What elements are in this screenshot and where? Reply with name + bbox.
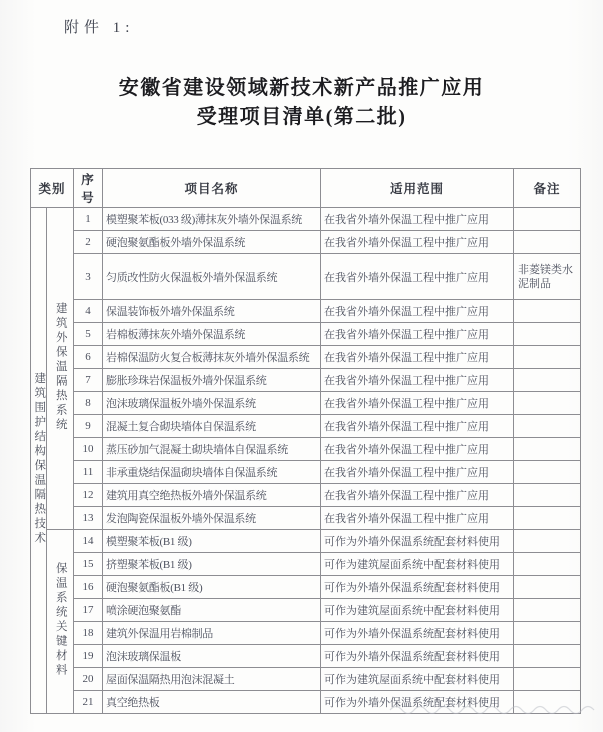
table-row [31, 231, 581, 254]
row-serial: 12 [74, 484, 103, 507]
row-serial: 16 [74, 576, 103, 599]
title-line-1: 安徽省建设领域新技术新产品推广应用 [118, 77, 485, 99]
table-row [31, 208, 581, 231]
header-remark: 备注 [514, 169, 581, 208]
table-row [31, 300, 581, 323]
project-list-table [30, 168, 581, 714]
row-serial: 10 [74, 438, 103, 461]
row-remark [514, 484, 581, 507]
row-serial: 7 [74, 369, 103, 392]
table-row [31, 530, 581, 553]
subcategory-cell-2 [47, 530, 74, 714]
table-row [31, 622, 581, 645]
row-project-name: 膨胀珍珠岩保温板外墙外保温系统 [103, 369, 321, 392]
row-project-name: 岩棉板薄抹灰外墙外保温系统 [103, 323, 321, 346]
row-project-name: 喷涂硬泡聚氨酯 [103, 599, 321, 622]
table-row [31, 645, 581, 668]
subcategory-cell-1 [47, 208, 74, 530]
row-remark [514, 645, 581, 668]
row-serial: 15 [74, 553, 103, 576]
row-scope: 可作为外墙外保温系统配套材料使用 [321, 622, 514, 645]
row-scope: 在我省外墙外保温工程中推广应用 [321, 208, 514, 231]
row-project-name: 泡沫玻璃保温板外墙外保温系统 [103, 392, 321, 415]
table-row [31, 415, 581, 438]
row-remark [514, 530, 581, 553]
table-row [31, 254, 581, 300]
table-row [31, 553, 581, 576]
row-serial: 13 [74, 507, 103, 530]
table-row [31, 484, 581, 507]
row-scope: 可作为建筑屋面系统中配套材料使用 [321, 599, 514, 622]
table-row [31, 668, 581, 691]
document-title [0, 74, 603, 132]
row-project-name: 硬泡聚氨酯板外墙外保温系统 [103, 231, 321, 254]
header-category: 类别 [31, 169, 74, 208]
table-row [31, 599, 581, 622]
header-scope: 适用范围 [321, 169, 514, 208]
row-scope: 在我省外墙外保温工程中推广应用 [321, 346, 514, 369]
row-serial: 19 [74, 645, 103, 668]
row-remark [514, 553, 581, 576]
row-scope: 在我省外墙外保温工程中推广应用 [321, 254, 514, 300]
category-group-label: 建筑围护结构保温隔热技术 [33, 372, 46, 546]
row-remark: 非菱镁类水泥制品 [514, 254, 581, 300]
row-remark [514, 599, 581, 622]
row-remark [514, 369, 581, 392]
row-remark [514, 438, 581, 461]
row-project-name: 建筑外保温用岩棉制品 [103, 622, 321, 645]
subcategory-label-2: 保温系统关键材料 [54, 562, 67, 678]
row-remark [514, 415, 581, 438]
row-project-name: 挤塑聚苯板(B1 级) [103, 553, 321, 576]
row-scope: 在我省外墙外保温工程中推广应用 [321, 300, 514, 323]
row-serial: 4 [74, 300, 103, 323]
row-remark [514, 346, 581, 369]
row-remark [514, 668, 581, 691]
table-row [31, 369, 581, 392]
row-serial: 14 [74, 530, 103, 553]
table-header-row [31, 169, 581, 208]
attachment-label: 附件 1: [64, 20, 135, 36]
table-row [31, 346, 581, 369]
row-scope: 可作为外墙外保温系统配套材料使用 [321, 691, 514, 714]
row-scope: 在我省外墙外保温工程中推广应用 [321, 392, 514, 415]
row-project-name: 模塑聚苯板(033 级)薄抹灰外墙外保温系统 [103, 208, 321, 231]
row-project-name: 蒸压砂加气混凝土砌块墙体自保温系统 [103, 438, 321, 461]
row-serial: 20 [74, 668, 103, 691]
table-row [31, 392, 581, 415]
row-scope: 可作为外墙外保温系统配套材料使用 [321, 530, 514, 553]
row-serial: 1 [74, 208, 103, 231]
row-scope: 可作为外墙外保温系统配套材料使用 [321, 576, 514, 599]
row-remark [514, 231, 581, 254]
category-group-cell [31, 208, 47, 714]
row-scope: 在我省外墙外保温工程中推广应用 [321, 507, 514, 530]
row-scope: 在我省外墙外保温工程中推广应用 [321, 438, 514, 461]
row-scope: 在我省外墙外保温工程中推广应用 [321, 415, 514, 438]
row-project-name: 匀质改性防火保温板外墙外保温系统 [103, 254, 321, 300]
header-serial: 序号 [74, 169, 103, 208]
row-remark [514, 300, 581, 323]
row-project-name: 保温装饰板外墙外保温系统 [103, 300, 321, 323]
table-row [31, 323, 581, 346]
row-project-name: 硬泡聚氨酯板(B1 级) [103, 576, 321, 599]
table-row [31, 507, 581, 530]
row-project-name: 真空绝热板 [103, 691, 321, 714]
title-line-2: 受理项目清单(第二批) [196, 106, 407, 128]
row-remark [514, 392, 581, 415]
row-scope: 可作为建筑屋面系统中配套材料使用 [321, 668, 514, 691]
row-project-name: 模塑聚苯板(B1 级) [103, 530, 321, 553]
row-serial: 2 [74, 231, 103, 254]
row-remark [514, 507, 581, 530]
row-project-name: 建筑用真空绝热板外墙外保温系统 [103, 484, 321, 507]
row-serial: 11 [74, 461, 103, 484]
row-serial: 5 [74, 323, 103, 346]
scan-artifact-squiggle [388, 700, 598, 716]
row-serial: 3 [74, 254, 103, 300]
row-serial: 8 [74, 392, 103, 415]
row-project-name: 泡沫玻璃保温板 [103, 645, 321, 668]
row-remark [514, 622, 581, 645]
row-project-name: 发泡陶瓷保温板外墙外保温系统 [103, 507, 321, 530]
row-serial: 6 [74, 346, 103, 369]
row-scope: 在我省外墙外保温工程中推广应用 [321, 231, 514, 254]
row-remark [514, 461, 581, 484]
row-scope: 在我省外墙外保温工程中推广应用 [321, 461, 514, 484]
row-project-name: 岩棉保温防火复合板薄抹灰外墙外保温系统 [103, 346, 321, 369]
row-scope: 在我省外墙外保温工程中推广应用 [321, 484, 514, 507]
row-serial: 9 [74, 415, 103, 438]
row-serial: 21 [74, 691, 103, 714]
header-project-name: 项目名称 [103, 169, 321, 208]
row-remark [514, 323, 581, 346]
row-serial: 17 [74, 599, 103, 622]
row-serial: 18 [74, 622, 103, 645]
subcategory-label-1: 建筑外保温隔热系统 [54, 301, 67, 433]
row-remark [514, 208, 581, 231]
row-project-name: 非承重烧结保温砌块墙体自保温系统 [103, 461, 321, 484]
row-remark [514, 576, 581, 599]
table-row [31, 576, 581, 599]
row-scope: 在我省外墙外保温工程中推广应用 [321, 369, 514, 392]
row-scope: 在我省外墙外保温工程中推广应用 [321, 323, 514, 346]
table-row [31, 438, 581, 461]
row-scope: 可作为建筑屋面系统中配套材料使用 [321, 553, 514, 576]
row-project-name: 屋面保温隔热用泡沫混凝土 [103, 668, 321, 691]
row-project-name: 混凝土复合砌块墙体自保温系统 [103, 415, 321, 438]
table-row [31, 461, 581, 484]
row-scope: 可作为外墙外保温系统配套材料使用 [321, 645, 514, 668]
